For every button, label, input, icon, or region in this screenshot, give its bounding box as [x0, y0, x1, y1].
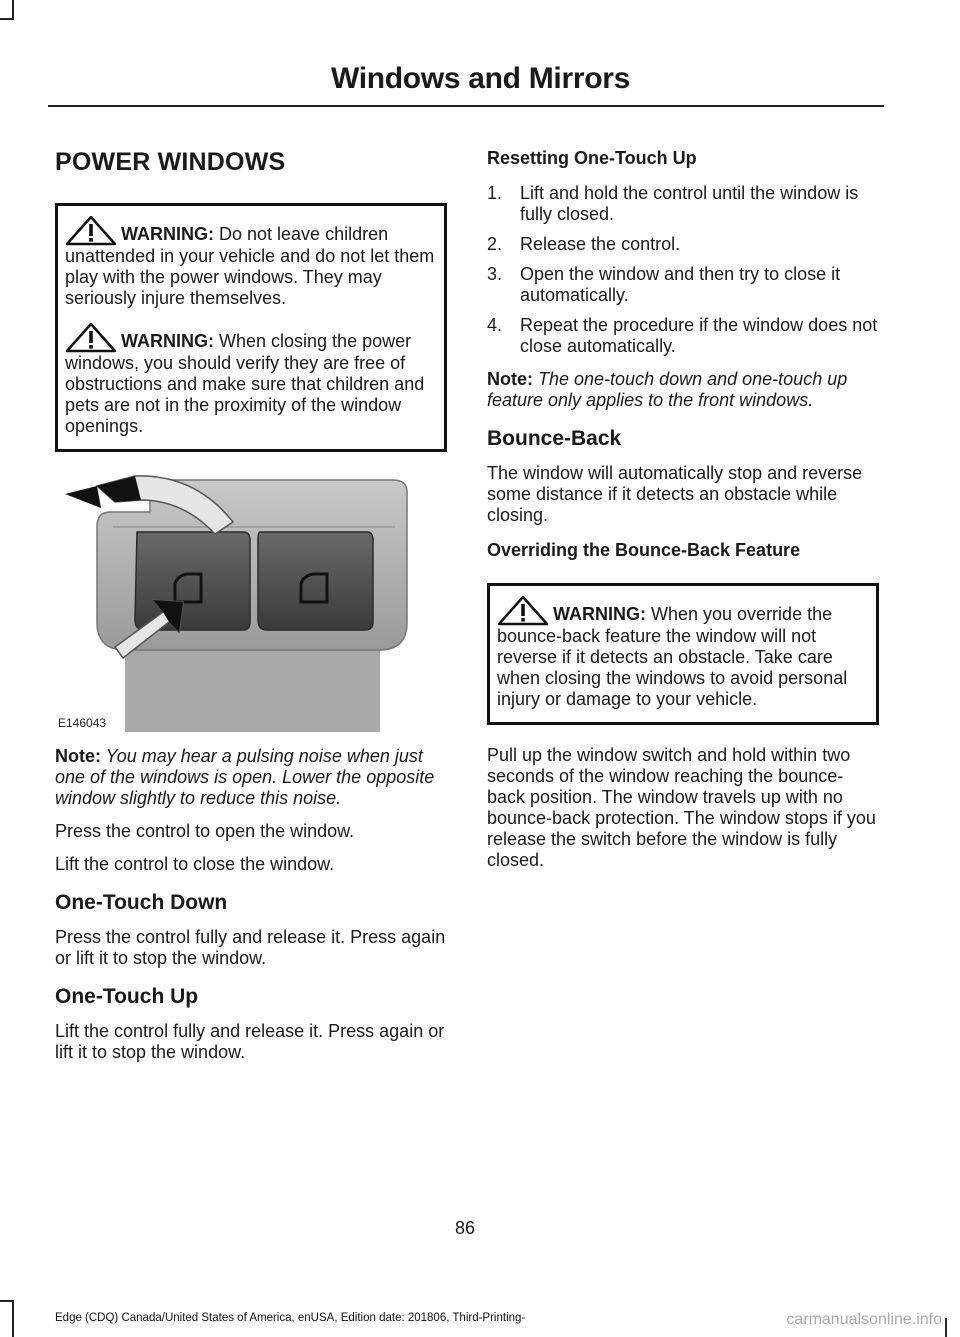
step-number: 4. [487, 315, 503, 335]
paragraph-open: Press the control to open the window. [55, 821, 355, 841]
page-number: 86 [454, 1218, 476, 1238]
subheading-one-touch-down: One-Touch Down [55, 891, 228, 914]
crop-mark [12, 0, 14, 20]
warning-box [55, 203, 447, 452]
footer-edition: Edge (CDQ) Canada/United States of America, enUSA, Edition date: 201806, Third-Printing- [55, 1312, 526, 1324]
note-text: The one-touch down and one-touch up feature only applies to the front windows. [487, 369, 848, 410]
warning-text: When closing the power windows, you should verify they are free of obstructions and make sure that children and pets are not in the proximity of the window openings. [65, 331, 425, 436]
step-text: Lift and hold the control until the window is fully closed. [520, 183, 859, 224]
crop-mark [0, 18, 14, 20]
note-label: Note: [55, 746, 101, 766]
section-title: POWER WINDOWS [55, 148, 286, 176]
watermark: carmanualsonline.info [786, 1311, 942, 1328]
step-text: Open the window and then try to close it automatically. [520, 264, 841, 305]
paragraph-one-touch-down: Press the control fully and release it. Press again or lift it to stop the window. [55, 927, 446, 968]
paragraph-one-touch-up: Lift the control fully and release it. Press again or lift it to stop the window. [55, 1021, 445, 1062]
warning-item [497, 596, 868, 710]
header-rule [48, 105, 884, 107]
warning-item [65, 216, 436, 309]
list-item [487, 234, 879, 255]
step-text: Repeat the procedure if the window does not close automatically. [520, 315, 878, 356]
paragraph-override: Pull up the window switch and hold within two seconds of the window reaching the bounce-back position. The window travels up with no bounce-back protection. The window stops if you release the switch before the window is fully closed. [487, 745, 876, 870]
note [55, 746, 447, 809]
subheading-one-touch-up: One-Touch Up [55, 985, 199, 1008]
steps-list [487, 183, 879, 357]
list-item [487, 183, 879, 225]
warning-icon [65, 323, 117, 353]
step-number: 2. [487, 234, 503, 254]
step-text: Release the control. [520, 234, 681, 254]
figure-code: E146043 [58, 716, 107, 730]
step-number: 1. [487, 183, 503, 203]
subheading-resetting: Resetting One-Touch Up [487, 148, 697, 168]
crop-mark [12, 1300, 14, 1337]
crop-mark [945, 1318, 947, 1337]
right-column [487, 146, 879, 883]
subheading-overriding: Overriding the Bounce-Back Feature [487, 540, 801, 560]
note [487, 369, 879, 411]
window-switch-illustration [55, 472, 447, 732]
warning-box [487, 583, 879, 725]
warning-icon [65, 216, 117, 246]
warning-text: Do not leave children unattended in your vehicle and do not let them play with the power windows. They may seriously injure themselves. [65, 224, 435, 308]
paragraph-bounce-back: The window will automatically stop and reverse some distance if it detects an obstacle while closing. [487, 463, 863, 525]
note-label: Note: [487, 369, 533, 389]
list-item [487, 315, 879, 357]
warning-icon [497, 596, 549, 626]
warning-item [65, 323, 436, 437]
warning-label: WARNING: [121, 331, 214, 351]
warning-label: WARNING: [553, 604, 646, 624]
subheading-bounce-back: Bounce-Back [487, 427, 622, 450]
paragraph-close: Lift the control to close the window. [55, 854, 335, 874]
page-header-title: Windows and Mirrors [330, 62, 630, 95]
left-column [55, 140, 447, 1075]
list-item [487, 264, 879, 306]
step-number: 3. [487, 264, 503, 284]
note-text: You may hear a pulsing noise when just one of the windows is open. Lower the opposite window slightly to reduce this noise. [55, 746, 435, 808]
warning-text: When you override the bounce-back feature the window will not reverse if it detects an obstacle. Take care when closing the windows to avoid personal injury or damage to your vehicle. [497, 604, 848, 709]
warning-label: WARNING: [121, 224, 214, 244]
crop-mark [0, 1300, 14, 1302]
